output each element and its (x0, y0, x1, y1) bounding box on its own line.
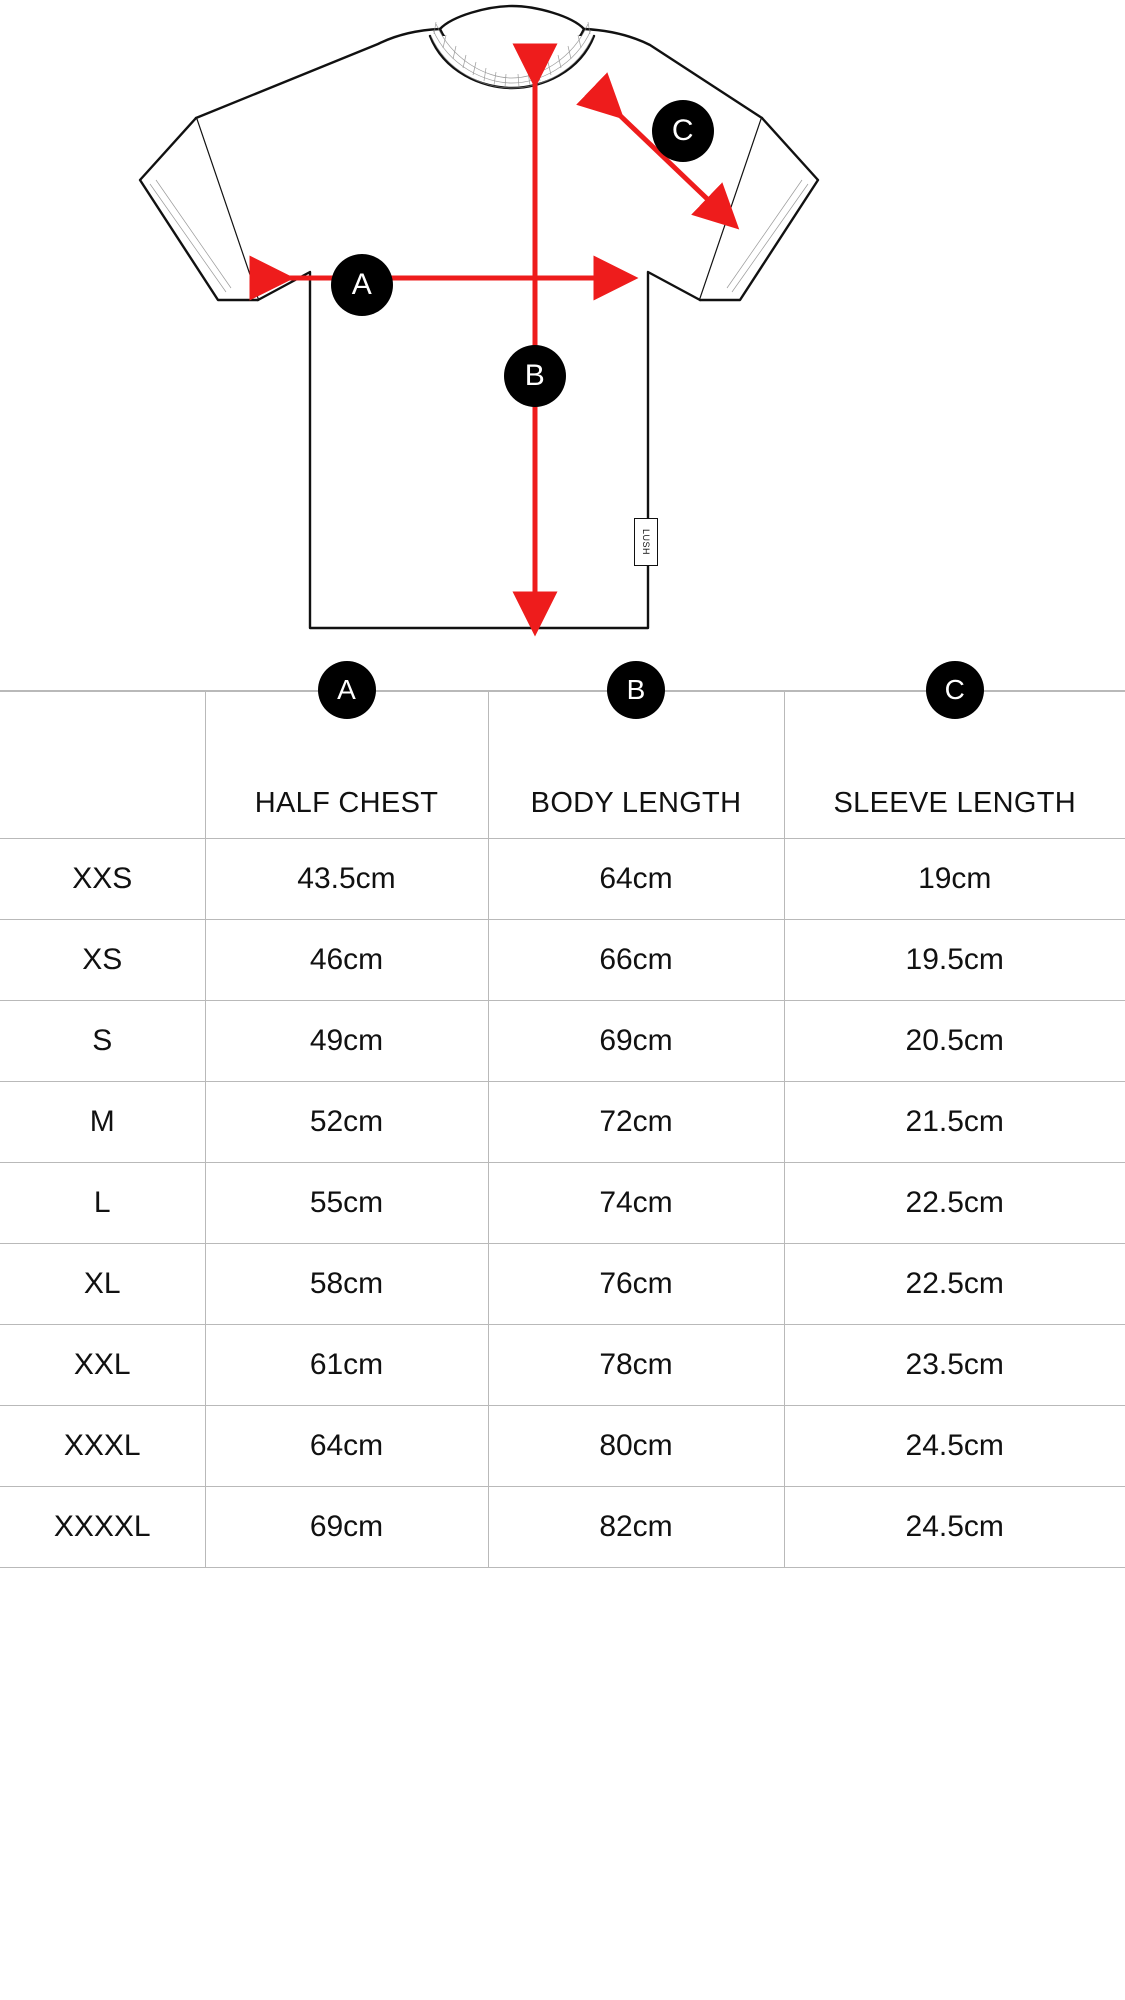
cell-half-chest: 64cm (205, 1406, 488, 1487)
tshirt-measurement-diagram (0, 0, 1125, 690)
marker-badge-c-label: C (671, 114, 695, 147)
cell-body-length: 78cm (488, 1325, 784, 1406)
header-label-sleeve-length: SLEEVE LENGTH (833, 787, 1076, 819)
table-row (0, 920, 1125, 1001)
marker-badge-a (331, 254, 393, 316)
cell-sleeve-length: 21.5cm (784, 1082, 1125, 1163)
shirt-outline (140, 6, 818, 628)
header-badge-c: C (926, 661, 984, 719)
cell-body-length: 80cm (488, 1406, 784, 1487)
cell-sleeve-length: 24.5cm (784, 1406, 1125, 1487)
table-row (0, 1325, 1125, 1406)
cell-size: XL (0, 1244, 205, 1325)
cell-half-chest: 58cm (205, 1244, 488, 1325)
cell-size: XS (0, 920, 205, 1001)
cell-sleeve-length: 24.5cm (784, 1487, 1125, 1568)
cell-sleeve-length: 22.5cm (784, 1163, 1125, 1244)
cell-size: XXL (0, 1325, 205, 1406)
table-row (0, 1163, 1125, 1244)
header-cell-body-length (488, 674, 784, 839)
cell-size: M (0, 1082, 205, 1163)
brand-label-text: LUSH (641, 528, 651, 556)
cell-half-chest: 43.5cm (205, 839, 488, 920)
cell-body-length: 82cm (488, 1487, 784, 1568)
cell-size: L (0, 1163, 205, 1244)
tshirt-illustration (0, 0, 1125, 690)
table-row (0, 1487, 1125, 1568)
cell-size: XXXXL (0, 1487, 205, 1568)
header-cell-sleeve-length (784, 674, 1125, 839)
cell-sleeve-length: 22.5cm (784, 1244, 1125, 1325)
cell-half-chest: 61cm (205, 1325, 488, 1406)
marker-badge-a-label: A (351, 268, 373, 301)
cell-size: XXXL (0, 1406, 205, 1487)
cell-body-length: 74cm (488, 1163, 784, 1244)
cell-sleeve-length: 20.5cm (784, 1001, 1125, 1082)
cell-half-chest: 69cm (205, 1487, 488, 1568)
table-row (0, 1406, 1125, 1487)
header-cell-half-chest (205, 674, 488, 839)
header-label-half-chest: HALF CHEST (254, 787, 439, 819)
cell-half-chest: 46cm (205, 920, 488, 1001)
cell-half-chest: 55cm (205, 1163, 488, 1244)
size-chart-header (0, 674, 1125, 839)
cell-size: XXS (0, 839, 205, 920)
cell-size: S (0, 1001, 205, 1082)
marker-badge-b (504, 345, 566, 407)
brand-label-tag (634, 518, 658, 566)
header-badge-a: A (318, 661, 376, 719)
table-row (0, 1001, 1125, 1082)
header-cell-size (0, 690, 205, 839)
table-row (0, 1082, 1125, 1163)
marker-badge-c (652, 100, 714, 162)
marker-badge-b-label: B (524, 359, 546, 392)
cell-body-length: 72cm (488, 1082, 784, 1163)
size-chart-body (0, 839, 1125, 1568)
cell-half-chest: 52cm (205, 1082, 488, 1163)
cell-sleeve-length: 19.5cm (784, 920, 1125, 1001)
size-chart-table (0, 674, 1125, 1568)
cell-sleeve-length: 19cm (784, 839, 1125, 920)
cell-body-length: 64cm (488, 839, 784, 920)
table-row (0, 839, 1125, 920)
header-badge-b: B (607, 661, 665, 719)
cell-body-length: 69cm (488, 1001, 784, 1082)
cell-sleeve-length: 23.5cm (784, 1325, 1125, 1406)
cell-body-length: 76cm (488, 1244, 784, 1325)
table-row (0, 1244, 1125, 1325)
cell-body-length: 66cm (488, 920, 784, 1001)
cell-half-chest: 49cm (205, 1001, 488, 1082)
header-label-body-length: BODY LENGTH (530, 787, 742, 819)
